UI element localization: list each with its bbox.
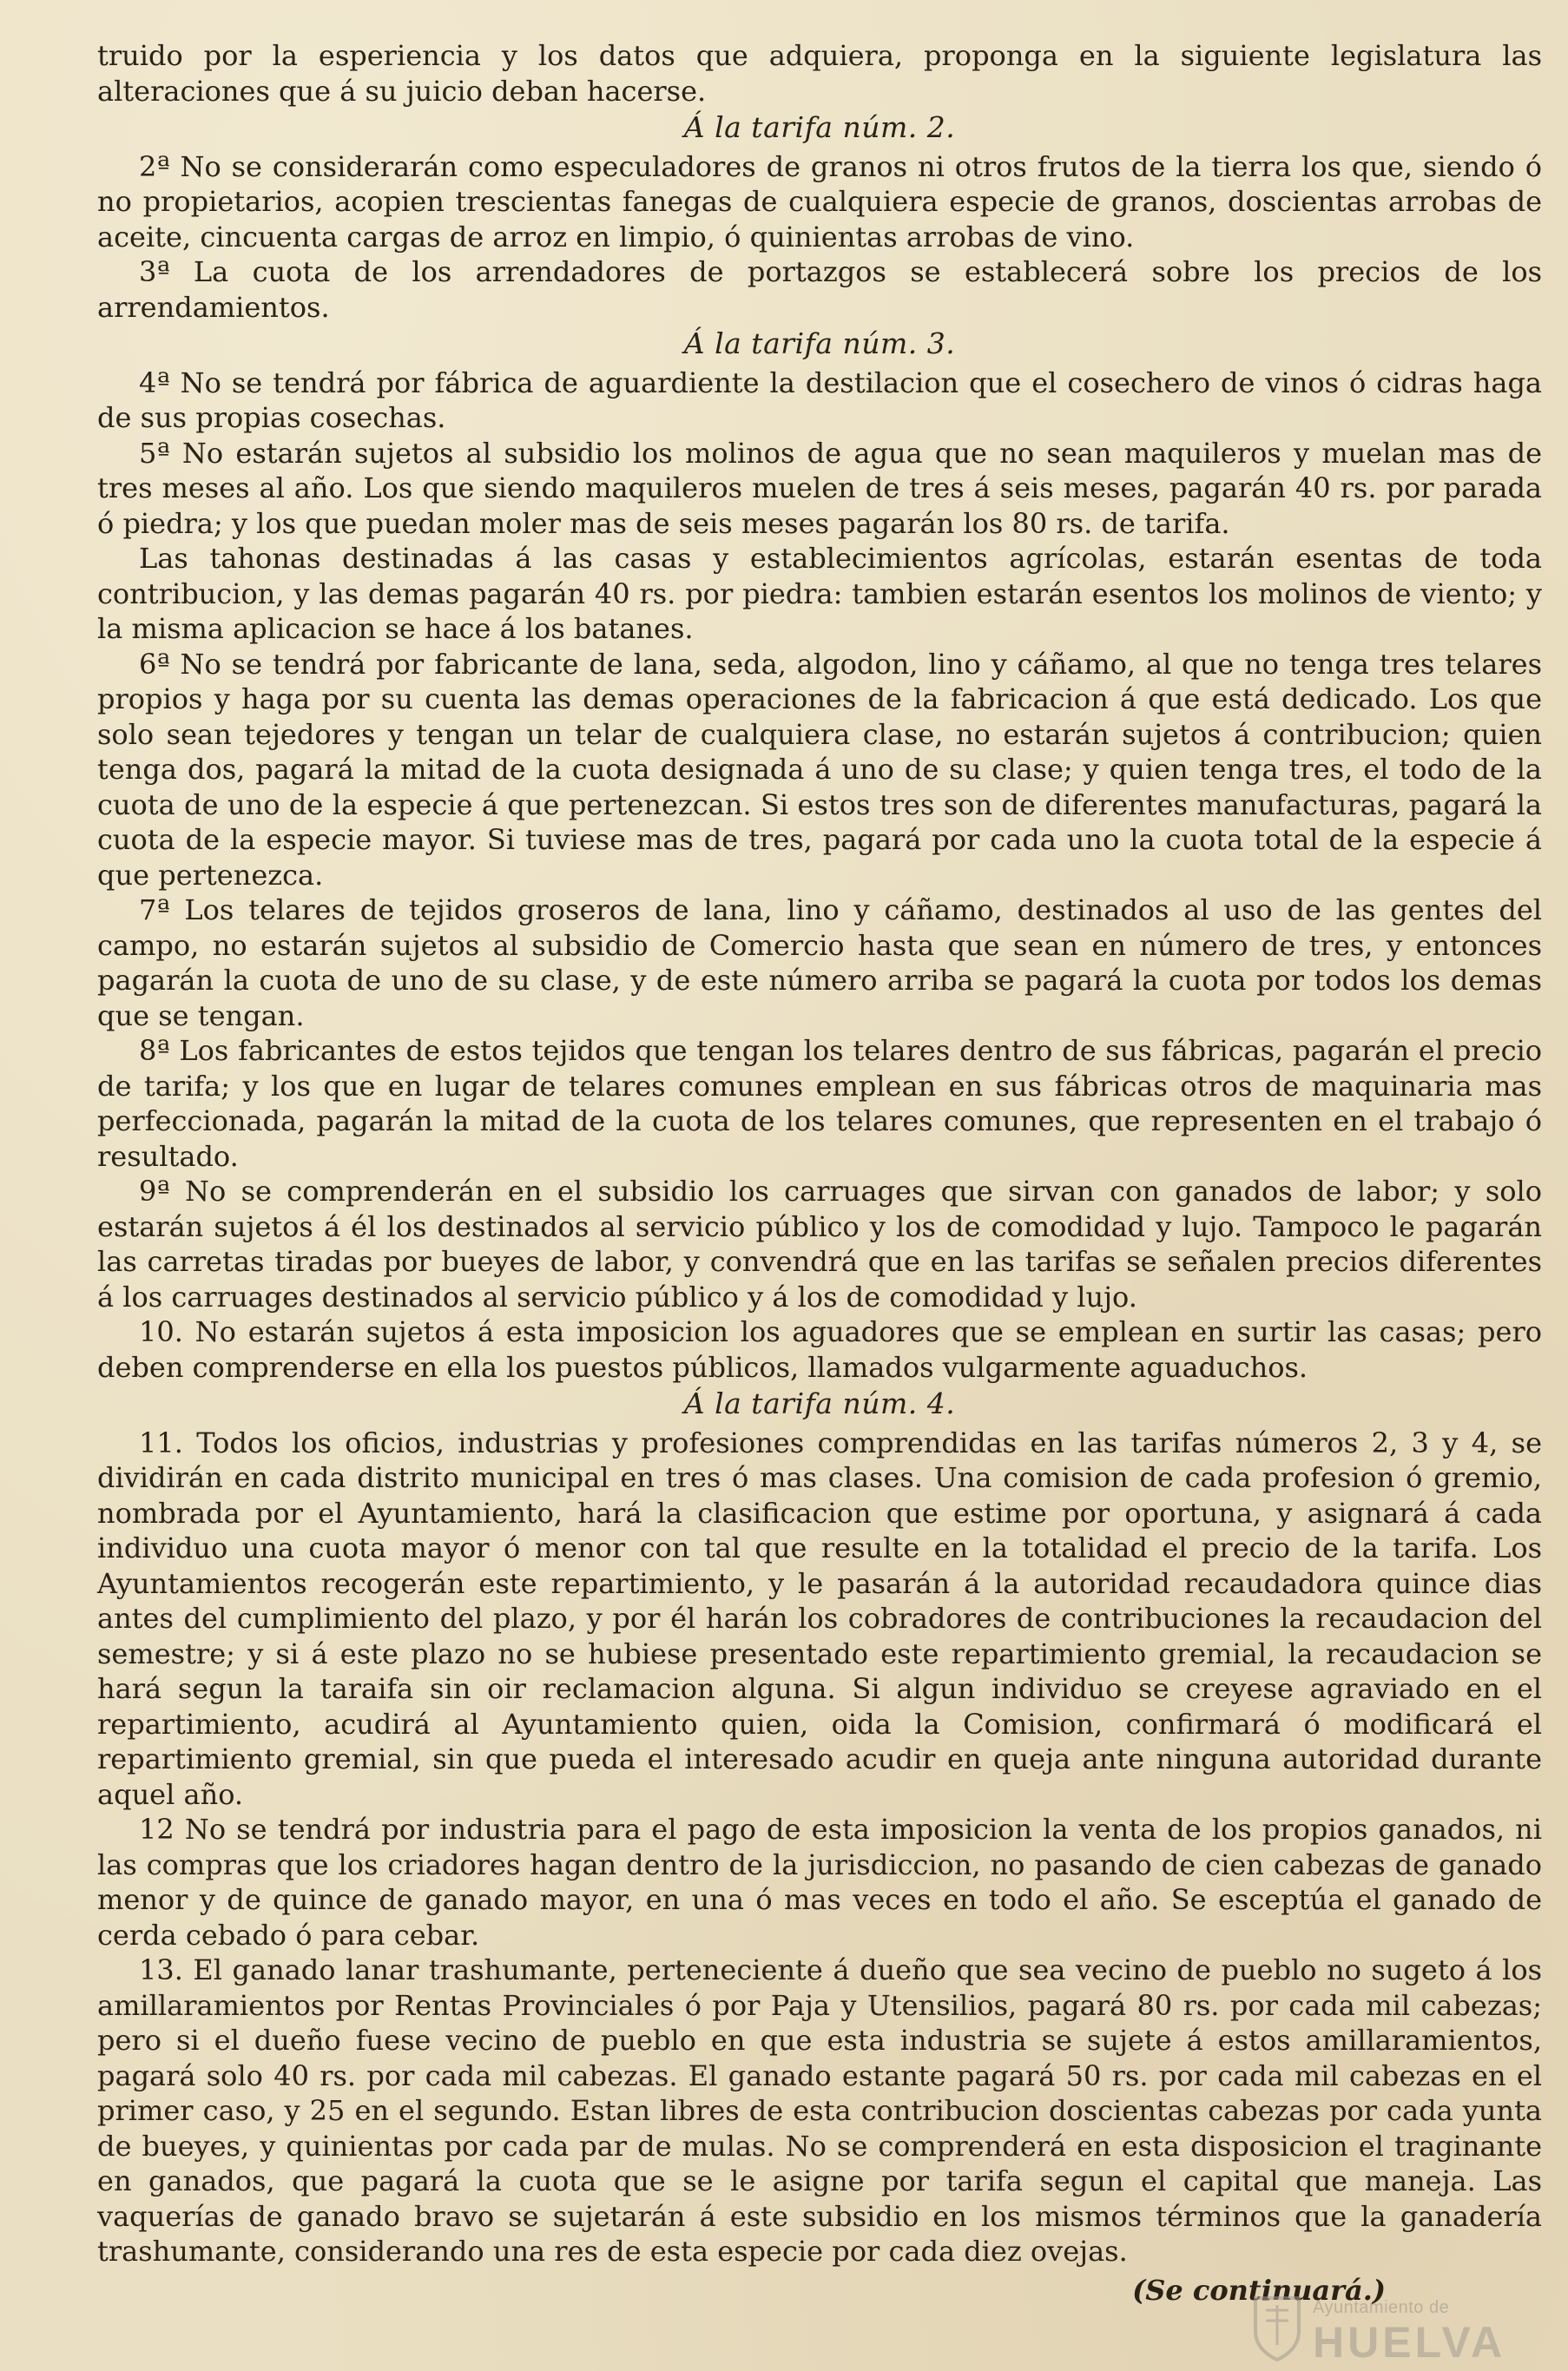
article-number: 9ª	[139, 1175, 170, 1208]
continuation-note: (Se continuará.)	[1132, 2273, 1386, 2307]
archive-watermark	[1248, 2293, 1544, 2366]
article-12	[97, 1812, 1542, 1953]
article-text: No se tendrá por fábrica de aguardiente la destilacion que el cosechero de vinos ó cidras haga de sus propias cosechas.	[97, 366, 1543, 434]
article-10	[97, 1314, 1542, 1385]
article-number: 3ª	[139, 255, 170, 288]
article-number: 5ª	[139, 436, 170, 470]
intro-paragraph: truido por la esperiencia y los datos que adquiera, proponga en la siguiente legislatura las alteraciones que á su juicio deban hacerse.	[97, 39, 1542, 108]
document-body	[97, 38, 1542, 2308]
article-3	[97, 254, 1542, 325]
article-text: Los fabricantes de estos tejidos que tengan los telares dentro de sus fábricas, pagarán el precio de tarifa; y los que en lugar de telares comunes emplean en sus fábricas otros de maquinaria mas perfeccionada, pagarán la mitad de la cuota de los telares comunes, que representen en el trabajo ó resultado.	[97, 1034, 1543, 1173]
article-text: Los telares de tejidos groseros de lana, lino y cáñamo, destinados al uso de las gentes del campo, no estarán sujetos al subsidio de Comercio hasta que sean en número de tres, y entonces pagarán la cuota de uno de su clase, y de este número arriba se pagará la cuota por todos los demas que se tengan.	[97, 893, 1543, 1032]
article-text: No se considerarán como especuladores de granos ni otros frutos de la tierra los que, siendo ó no propietarios, acopien trescientas fanegas de cualquiera especie de granos, doscientas arrobas de aceite, cincuenta cargas de arroz en limpio, ó quinientas arrobas de vino.	[97, 149, 1542, 254]
article-text: Todos los oficios, industrias y profesiones comprendidas en las tarifas números 2, 3 y 4, se dividirán en cada distrito municipal en tres ó mas clases. Una comision de cada profesion ó gremio, nombrada por el Ayuntamiento, hará la clasificacion que estime por oportuna, y asignará á cada individuo una cuota mayor ó menor con tal que resulte en la totalidad el precio de la tarifa. Los Ayuntamientos recogerán este repartimiento, y le pasarán á la autoridad recaudadora quince dias antes del cumplimiento del plazo, y por él harán los cobradores de contribuciones la recaudacion del semestre; y si á este plazo no se hubiese presentado este repartimiento gremial, la recaudacion se hará segun la taraifa sin oir reclamacion alguna. Si algun individuo se creyese agraviado en el repartimiento, acudirá al Ayuntamiento quien, oida la Comision, confirmará ó modificará el repartimiento gremial, sin que pueda el interesado acudir en queja ante ninguna autoridad durante aquel año.	[97, 1426, 1543, 1811]
article-number: 2ª	[139, 149, 170, 183]
article-number: 8ª	[139, 1034, 170, 1067]
watermark-top-text: Ayuntamiento de	[1313, 2298, 1450, 2317]
article-11	[97, 1426, 1542, 1813]
article-7	[97, 892, 1542, 1033]
article-number: 12	[139, 1813, 175, 1846]
article-text: Las tahonas destinadas á las casas y establecimientos agrícolas, estarán esentas de toda contribucion, y las demas pagarán 40 rs. por piedra: tambien estarán esentos los molinos de viento; y la misma aplicacion se hace á los batanes.	[97, 542, 1542, 645]
article-number: 10.	[139, 1315, 183, 1348]
article-9	[97, 1174, 1542, 1314]
article-text: No estarán sujetos á esta imposicion los aguadores que se emplean en surtir las casas; pero deben comprenderse en ella los puestos públicos, llamados vulgarmente aguaduchos.	[97, 1315, 1543, 1384]
article-text: No estarán sujetos al subsidio los molinos de agua que no sean maquileros y muelan mas de tres meses al año. Los que siendo maquileros muelen de tres á seis meses, pagarán 40 rs. por parada ó piedra; y los que puedan moler mas de seis meses pagarán los 80 rs. de tarifa.	[97, 436, 1543, 540]
article-2	[97, 149, 1542, 255]
article-number: 6ª	[139, 647, 170, 681]
article-text: No se tendrá por fabricante de lana, seda, algodon, lino y cáñamo, al que no tenga tres telares propios y haga por su cuenta las demas operaciones de la fabricacion á que está dedicado. Los que solo sean tejedores y tengan un telar de cualquiera clase, no estarán sujetos á contribucion; quien tenga dos, pagará la mitad de la cuota designada á uno de su clase; y quien tenga tres, el todo de la cuota de uno de la especie á que pertenezcan. Si estos tres son de diferentes manufacturas, pagará la cuota de la especie mayor. Si tuviese mas de tres, pagará por cada uno la cuota total de la especie á que pertenezca.	[97, 647, 1543, 892]
article-text: La cuota de los arrendadores de portazgos se establecerá sobre los precios de los arrendamientos.	[97, 255, 1543, 324]
article-13	[97, 1953, 1542, 2269]
huelva-shield-icon	[1248, 2293, 1306, 2362]
article-number: 4ª	[139, 366, 170, 399]
article-5-continued	[97, 541, 1542, 647]
article-text: No se comprenderán en el subsidio los carruages que sirvan con ganados de labor; y solo estarán sujetos á él los destinados al servicio público y los de comodidad y lujo. Tampoco le pagarán las carretas tiradas por bueyes de labor, y convendrá que en las tarifas se señalen precios diferentes á los carruages destinados al servicio público y á los de comodidad y lujo.	[97, 1175, 1543, 1314]
heading-tarifa-2: Á la tarifa núm. 2.	[683, 110, 956, 144]
article-number: 7ª	[139, 893, 170, 926]
article-5	[97, 436, 1542, 542]
article-number: 11.	[139, 1426, 183, 1459]
article-6	[97, 647, 1542, 893]
watermark-main-text: HUELVA	[1313, 2318, 1506, 2367]
article-4	[97, 366, 1542, 436]
article-text: El ganado lanar trashumante, perteneciente á dueño que sea vecino de pueblo no sugeto á los amillaramientos por Rentas Provinciales ó por Paja y Utensilios, pagará 80 rs. por cada mil cabezas; pero si el dueño fuese vecino de pueblo en que esta industria se sujete á estos amillaramientos, pagará solo 40 rs. por cada mil cabezas. El ganado estante pagará 50 rs. por cada mil cabezas en el primer caso, y 25 en el segundo. Estan libres de esta contribucion doscientas cabezas por cada yunta de bueyes, y quinientas por cada par de mulas. No se comprenderá en esta disposicion el traginante en ganados, que pagará la cuota que se le asigne por tarifa segun el capital que maneja. Las vaquerías de ganado bravo se sujetarán á este subsidio en los mismos términos que la ganadería trashumante, considerando una res de esta especie por cada diez ovejas.	[97, 1953, 1543, 2268]
heading-tarifa-3: Á la tarifa núm. 3.	[683, 326, 956, 360]
heading-tarifa-4: Á la tarifa núm. 4.	[683, 1386, 956, 1420]
article-8	[97, 1033, 1542, 1174]
article-number: 13.	[139, 1953, 183, 1986]
article-text: No se tendrá por industria para el pago de esta imposicion la venta de los propios ganados, ni las compras que los criadores hagan dentro de la jurisdiccion, no pasando de cien cabezas de ganado menor y de quince de ganado mayor, en una ó mas veces en todo el año. Se esceptúa el ganado de cerda cebado ó para cebar.	[97, 1813, 1542, 1952]
